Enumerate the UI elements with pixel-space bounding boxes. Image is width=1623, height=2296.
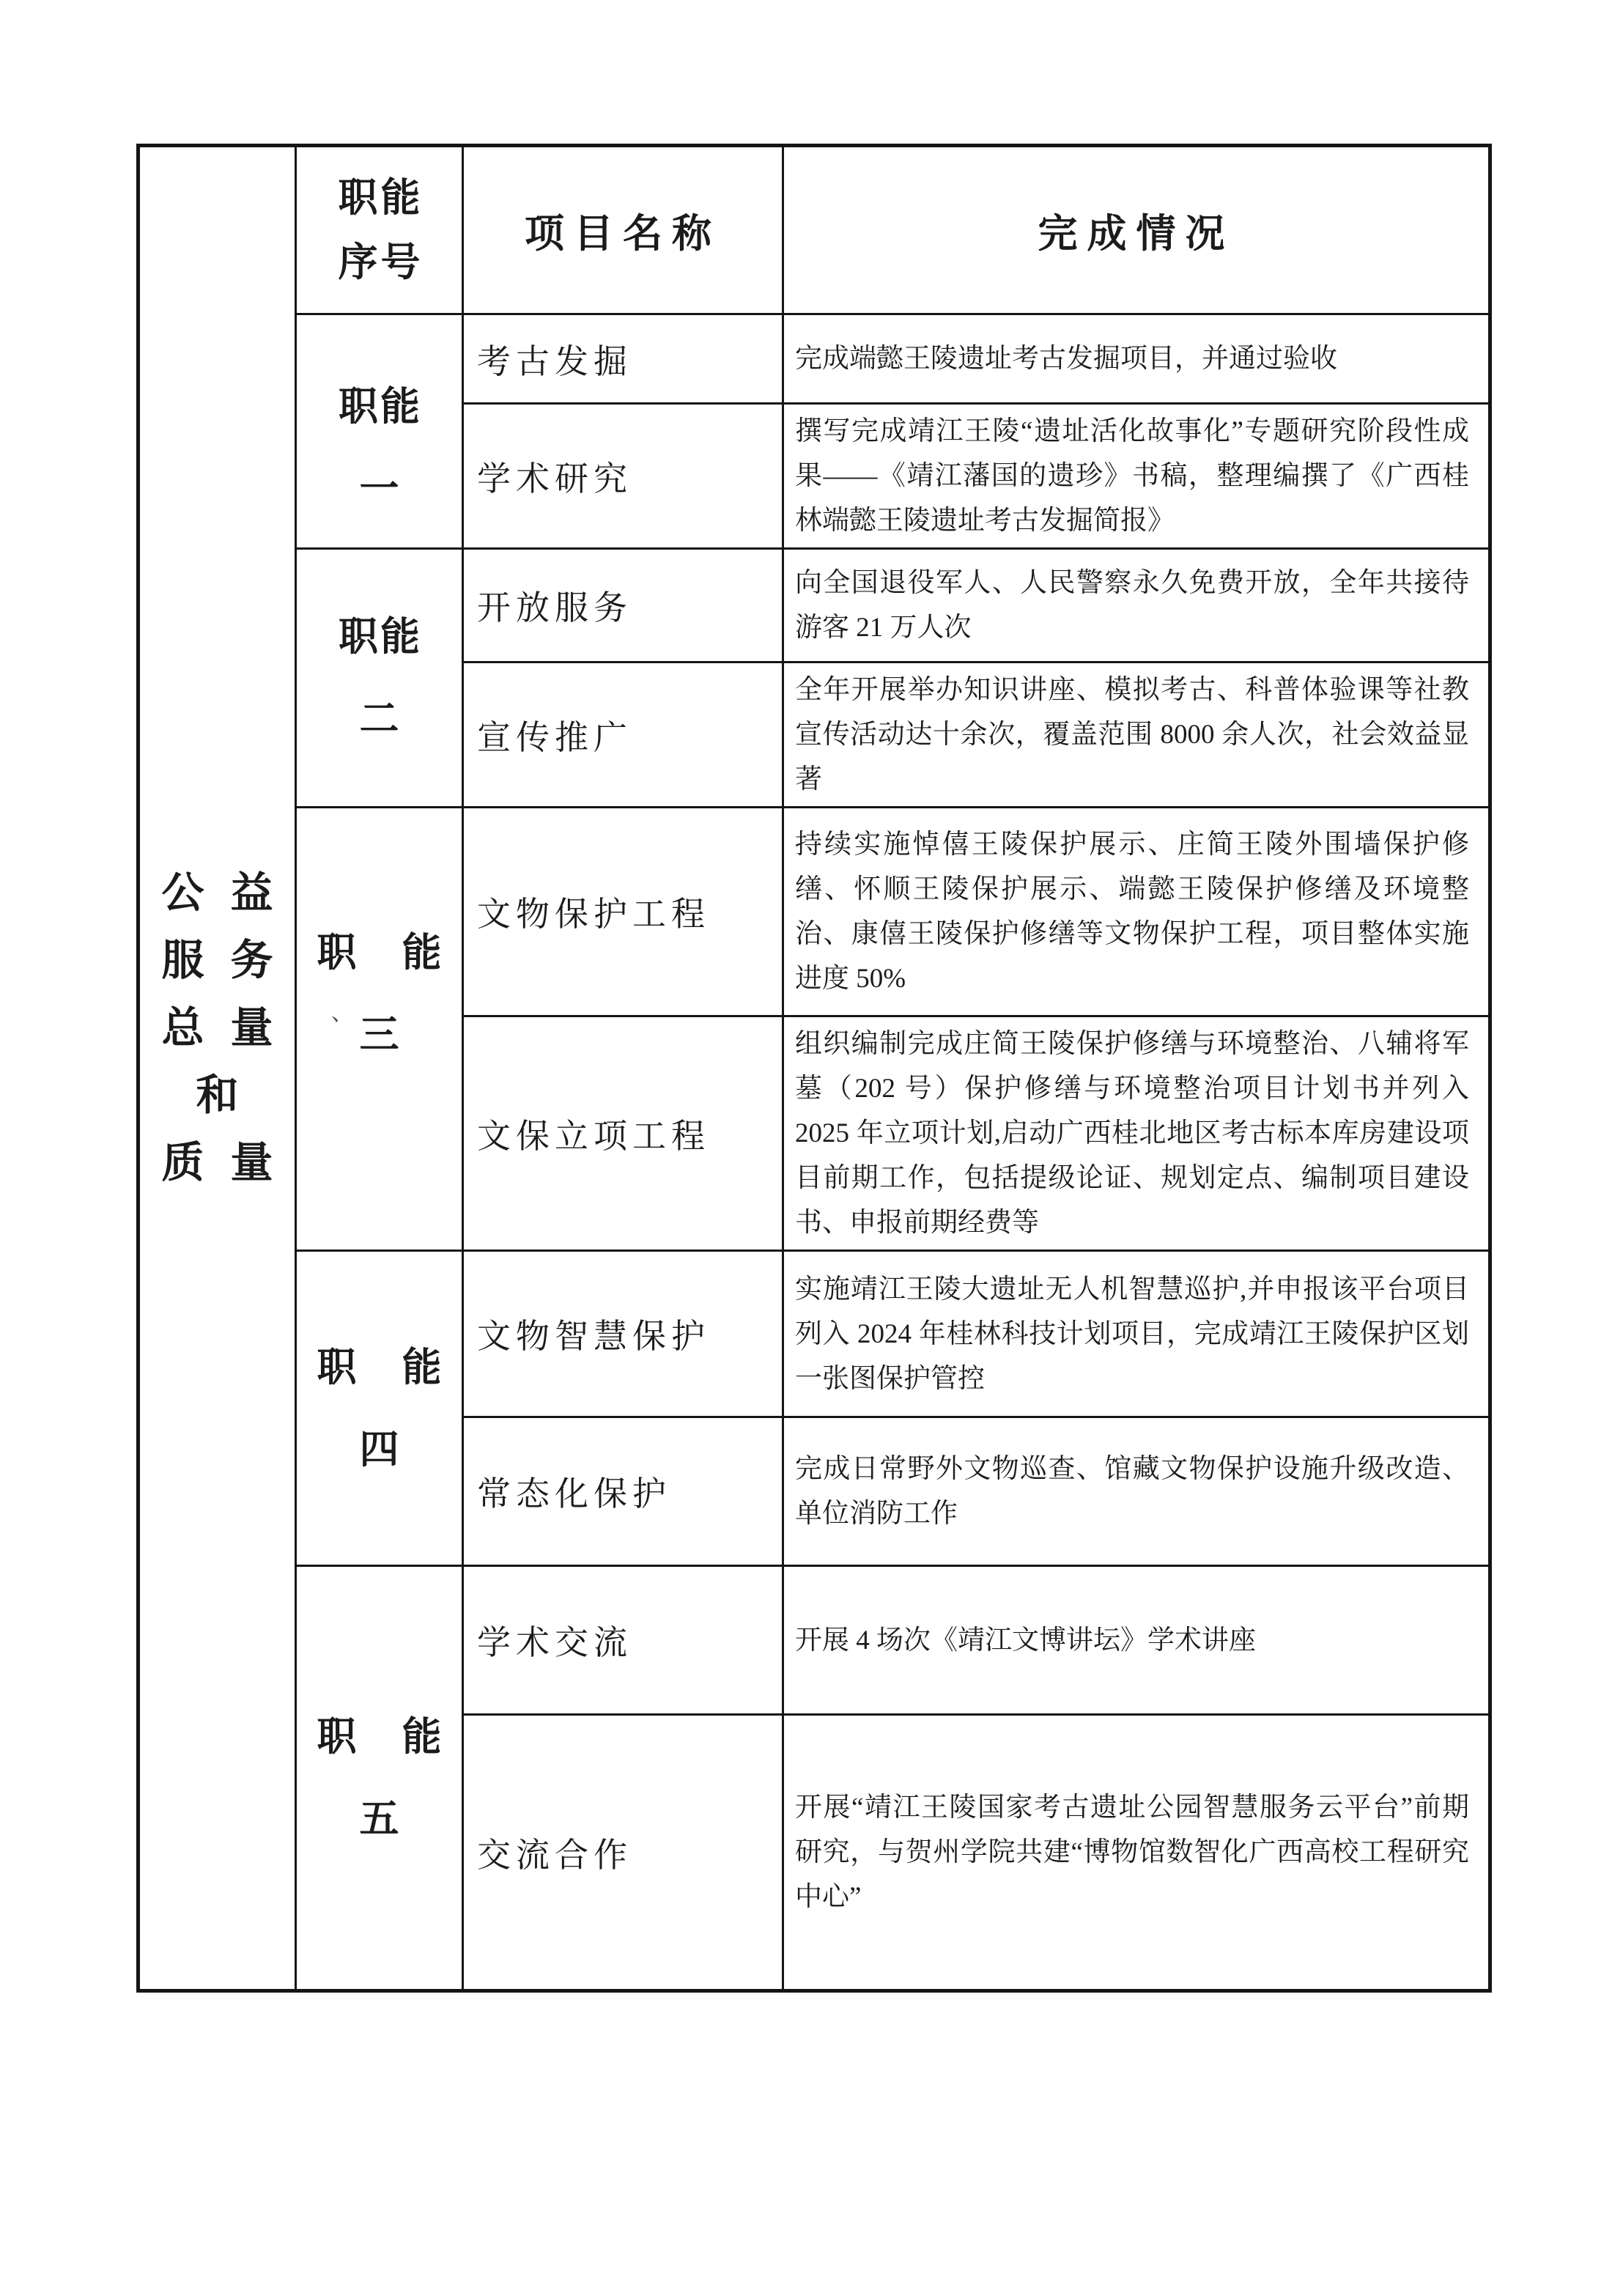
- category-line: 总量: [161, 1003, 300, 1052]
- completion-cell: [783, 1417, 1490, 1566]
- completion-text: 全年开展举办知识讲座、模拟考古、科普体验课等社教宣传活动达十余次，覆盖范围 8000 余人次，社会效益显著: [795, 675, 1469, 794]
- project-name-cell: 宣传推广: [463, 662, 783, 808]
- function-number: 三: [359, 1013, 399, 1057]
- function-label: [297, 600, 462, 756]
- completion-cell: [783, 314, 1490, 404]
- header-function-no-line2: 序号: [338, 240, 424, 284]
- completion-cell: [783, 662, 1490, 808]
- completion-cell: [783, 549, 1490, 662]
- function-label-text: 职能: [317, 1345, 487, 1389]
- function-label-text: 职能: [317, 931, 487, 975]
- category-line: 公益: [161, 868, 300, 917]
- function-cell-4: [296, 1251, 487, 1566]
- completion-cell: [783, 1715, 1490, 1991]
- function-number: 四: [359, 1427, 399, 1472]
- project-name-cell: 学术研究: [463, 404, 783, 549]
- scan-speck: 、: [331, 1001, 353, 1025]
- function-number: 一: [359, 466, 399, 511]
- completion-text: 完成端懿王陵遗址考古发掘项目，并通过验收: [795, 344, 1337, 374]
- completion-text: 实施靖江王陵大遗址无人机智慧巡护,并申报该平台项目列入 2024 年桂林科技计划项目，完成靖江王陵保护区划一张图保护管控: [795, 1274, 1469, 1394]
- completion-text: 向全国退役军人、人民警察永久免费开放，全年共接待游客 21 万人次: [795, 568, 1469, 643]
- function-label-text: 职能: [339, 615, 422, 659]
- completion-cell: [783, 404, 1490, 549]
- project-name-cell: 开放服务: [463, 549, 783, 662]
- completion-text: 撰写完成靖江王陵“遗址活化故事化”专题研究阶段性成果——《靖江藩国的遗珍》书稿，整理编撰了《广西桂林端懿王陵遗址考古发掘简报》: [795, 416, 1469, 536]
- function-label-text: 职能: [317, 1715, 487, 1759]
- table-row: [138, 808, 1490, 1016]
- table-row: [138, 1566, 1490, 1715]
- completion-text: 开展 4 场次《靖江文博讲坛》学术讲座: [795, 1625, 1256, 1655]
- header-project-name: 项目名称: [463, 146, 783, 314]
- table-row: [138, 314, 1490, 404]
- function-cell-1: [296, 314, 463, 549]
- completion-cell: [783, 1251, 1490, 1417]
- table-row: [138, 549, 1490, 662]
- completion-text: 开展“靖江王陵国家考古遗址公园智慧服务云平台”前期研究，与贺州学院共建“博物馆数智化广西高校工程研究中心”: [795, 1793, 1469, 1912]
- category-line: 质量: [161, 1138, 300, 1186]
- header-completion: 完成情况: [783, 146, 1490, 314]
- completion-cell: [783, 808, 1490, 1016]
- function-cell-2: [296, 549, 463, 808]
- function-label: [297, 916, 487, 1071]
- project-name-cell: 文保立项工程: [463, 1016, 783, 1251]
- project-name-cell: 交流合作: [463, 1715, 783, 1991]
- header-function-no-line1: 职能: [338, 176, 424, 220]
- completion-text: 持续实施悼僖王陵保护展示、庄简王陵外围墙保护修缮、怀顺王陵保护展示、端懿王陵保护修缮及环境整治、康僖王陵保护修缮等文物保护工程，项目整体实施进度 50%: [795, 830, 1469, 994]
- function-label-text: 职能: [339, 384, 422, 429]
- category-line: 和: [196, 1071, 265, 1119]
- public-service-report-table: [136, 144, 1492, 1993]
- category-line: 服务: [161, 936, 300, 984]
- function-number: 五: [359, 1797, 399, 1841]
- project-name-cell: 考古发掘: [463, 314, 783, 404]
- table-header-row: [138, 146, 1490, 314]
- function-cell-5: [296, 1566, 487, 1991]
- completion-text: 组织编制完成庄简王陵保护修缮与环境整治、八辅将军墓（202 号）保护修缮与环境整治项目计划书并列入 2025 年立项计划,启动广西桂北地区考古标本库房建设项目前期工作，包括提级论证、规划定点、编制项目建设书、申报前期经费等: [795, 1029, 1469, 1238]
- function-label: [297, 370, 462, 525]
- project-name-cell: 学术交流: [463, 1566, 783, 1715]
- completion-text: 完成日常野外文物巡查、馆藏文物保护设施升级改造、单位消防工作: [795, 1454, 1469, 1529]
- category-vertical-text: [140, 860, 300, 1197]
- category-cell-public-service: [138, 146, 300, 1991]
- project-name-cell: 文物保护工程: [463, 808, 783, 1016]
- function-number: 二: [359, 697, 399, 741]
- project-name-cell: 文物智慧保护: [463, 1251, 783, 1417]
- function-label: [297, 1331, 487, 1486]
- project-name-cell: 常态化保护: [463, 1417, 783, 1566]
- completion-cell: [783, 1566, 1490, 1715]
- table-row: [138, 1251, 1490, 1417]
- header-function-no: [296, 146, 463, 314]
- function-label: [297, 1700, 487, 1856]
- completion-cell: [783, 1016, 1490, 1251]
